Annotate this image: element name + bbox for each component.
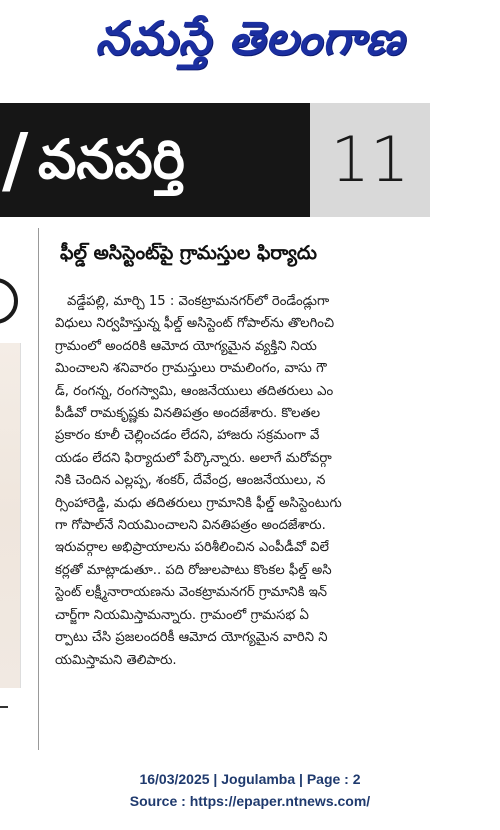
footer-date-edition: 16/03/2025 | Jogulamba | Page : 2 xyxy=(139,771,361,787)
newspaper-title: నమస్తే తెలంగాణ xyxy=(95,11,405,65)
adjacent-photo-fragment xyxy=(0,343,21,688)
article-line: కర్లతో మాట్లాడుతూ.. పది రోజులపాటు కొంకల ఫీల్డ్ అసి xyxy=(55,562,332,578)
article-line: వడ్డేపల్లి, మార్చి 15 : వెంకట్రామనగర్‌లో రెండేండ్లుగా xyxy=(67,294,330,309)
article-line: ప్రకారం కూలీ చెల్లించడం లేదని, హాజరు సక్రమంగా వే xyxy=(55,428,320,444)
adjacent-column-fragment xyxy=(0,228,20,693)
section-slash: / xyxy=(2,118,29,202)
article-line: స్టెంట్ లక్ష్మీనారాయణను వెంకట్రామనగర్ గ్రామానికి ఇన్ xyxy=(55,585,328,601)
article-line: యమిస్తామని తెలిపారు. xyxy=(55,652,177,668)
article-body xyxy=(55,291,431,672)
column-divider xyxy=(38,228,39,750)
footer-source: Source : https://epaper.ntnews.com/ xyxy=(129,793,371,809)
page-number: 11 xyxy=(330,123,410,196)
article-line: విధులు నిర్వహిస్తున్న ఫీల్డ్ అసిస్టెంట్ గోపాల్‌ను తొలగించి xyxy=(55,316,335,332)
article-line: నికి చెందిన ఎల్లప్ప, శంకర్, దేవేంద్ర, ఆంజనేయులు, న xyxy=(55,473,326,489)
article-line: గా గోపాల్‌నే నియమించాలని వినతిపత్రం అందజేశారు. xyxy=(55,518,326,534)
article-line: డ్, రంగన్న, రంగస్వామి, ఆంజనేయులు తదితరులు ఎం xyxy=(55,383,334,399)
article-line: మించాలని శనివారం గ్రామస్తులు రామలింగం, వాసు గౌ xyxy=(55,361,327,377)
adjacent-circle-graphic xyxy=(0,278,18,324)
article-line: పీడీవో రామకృష్ణకు వినతిపత్రం అందజేశారు. కొలతల xyxy=(55,406,321,422)
article-line: యడం లేదని ఫిర్యాదులో పేర్కొన్నారు. అలాగే మరోవర్గా xyxy=(55,450,332,466)
article-line: ర్సింహారెడ్డి, మధు తదితరులు గ్రామానికి ఫీల్డ్ అసిస్టెంటుగు xyxy=(55,495,342,511)
article-headline: ఫీల్డ్ అసిస్టెంట్‌పై గ్రామస్తుల ఫిర్యాదు xyxy=(60,242,317,264)
article-line: గ్రామంలో అందరికి ఆమోద యోగ్యమైన వ్యక్తిని నియ xyxy=(55,338,317,354)
masthead xyxy=(0,0,500,88)
section-name: వనపర్తి xyxy=(38,128,185,191)
article-line: ఇరువర్గాల అభిప్రాయాలను పరిశీలించిన ఎంపీడీవో విలే xyxy=(55,540,329,556)
adjacent-text-fragment xyxy=(0,706,8,708)
article-line: ర్పాటు చేసి ప్రజలందరికీ ఆమోద యోగ్యమైన వారిని ని xyxy=(55,630,328,646)
article-line: చార్జ్‌గా నియమిస్తామన్నారు. గ్రామంలో గ్రామసభ ఏ xyxy=(55,607,309,623)
footer xyxy=(0,768,500,812)
